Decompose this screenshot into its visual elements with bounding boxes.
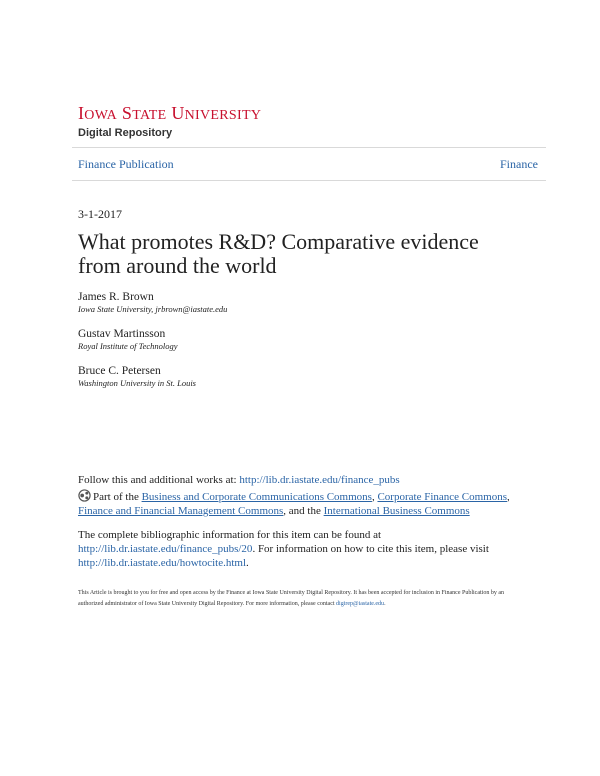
follow-line xyxy=(78,473,523,487)
department-link[interactable]: Finance xyxy=(500,157,538,171)
author-affiliation: Iowa State University, jrbrown@iastate.edu xyxy=(78,304,228,314)
university-name: IOWA STATE UNIVERSITY xyxy=(78,103,262,123)
follow-text: Follow this and additional works at: xyxy=(78,474,240,486)
repository-footer: This Article is brought to you for free and open access by the Finance at Iowa State University Digital Repository. It has been accepted for inclusion in Finance Publication by an authorized administrator of Iowa State University Digital Repository. For more information, please contact digirep@iastate.edu. xyxy=(78,590,504,607)
author xyxy=(78,364,518,389)
author-name: Bruce C. Petersen xyxy=(78,365,161,377)
citation-info: The complete bibliographic information for this item can be found at http://lib.dr.iastate.edu/finance_pubs/20. For information on how to cite this item, please visit http://lib.dr.iastate.edu/howtocite.html. xyxy=(78,529,489,569)
commons-link[interactable]: Business and Corporate Communications Commons xyxy=(141,491,372,503)
university-logo xyxy=(78,103,261,140)
author-name: Gustav Martinsson xyxy=(78,328,166,340)
author xyxy=(78,290,518,315)
contact-email-link[interactable]: digirep@iastate.edu xyxy=(336,601,385,607)
repository-name: Digital Repository xyxy=(78,127,173,139)
commons-link[interactable]: Corporate Finance Commons xyxy=(377,491,508,503)
commons-network-icon xyxy=(78,489,91,502)
top-divider xyxy=(72,147,546,148)
author-name: James R. Brown xyxy=(78,291,154,303)
bottom-divider xyxy=(72,180,546,181)
article-title: What promotes R&D? Comparative evidence from around the world xyxy=(78,229,479,278)
commons-link[interactable]: International Business Commons xyxy=(323,505,470,517)
publication-date: 3-1-2017 xyxy=(78,207,122,221)
author-affiliation: Royal Institute of Technology xyxy=(78,341,178,351)
follow-link[interactable]: http://lib.dr.iastate.edu/finance_pubs xyxy=(239,474,400,486)
item-link[interactable]: http://lib.dr.iastate.edu/finance_pubs/20 xyxy=(78,543,253,555)
series-link[interactable]: Finance Publication xyxy=(78,157,174,171)
author xyxy=(78,327,518,352)
commons-link[interactable]: Finance and Financial Management Commons xyxy=(78,505,284,517)
author-affiliation: Washington University in St. Louis xyxy=(78,378,196,388)
howtocite-link[interactable]: http://lib.dr.iastate.edu/howtocite.html xyxy=(78,557,247,569)
part-of-line: Part of the Business and Corporate Communications Commons, Corporate Finance Commons, Finance and Financial Management Commons, and the International Business Commons xyxy=(78,491,510,517)
